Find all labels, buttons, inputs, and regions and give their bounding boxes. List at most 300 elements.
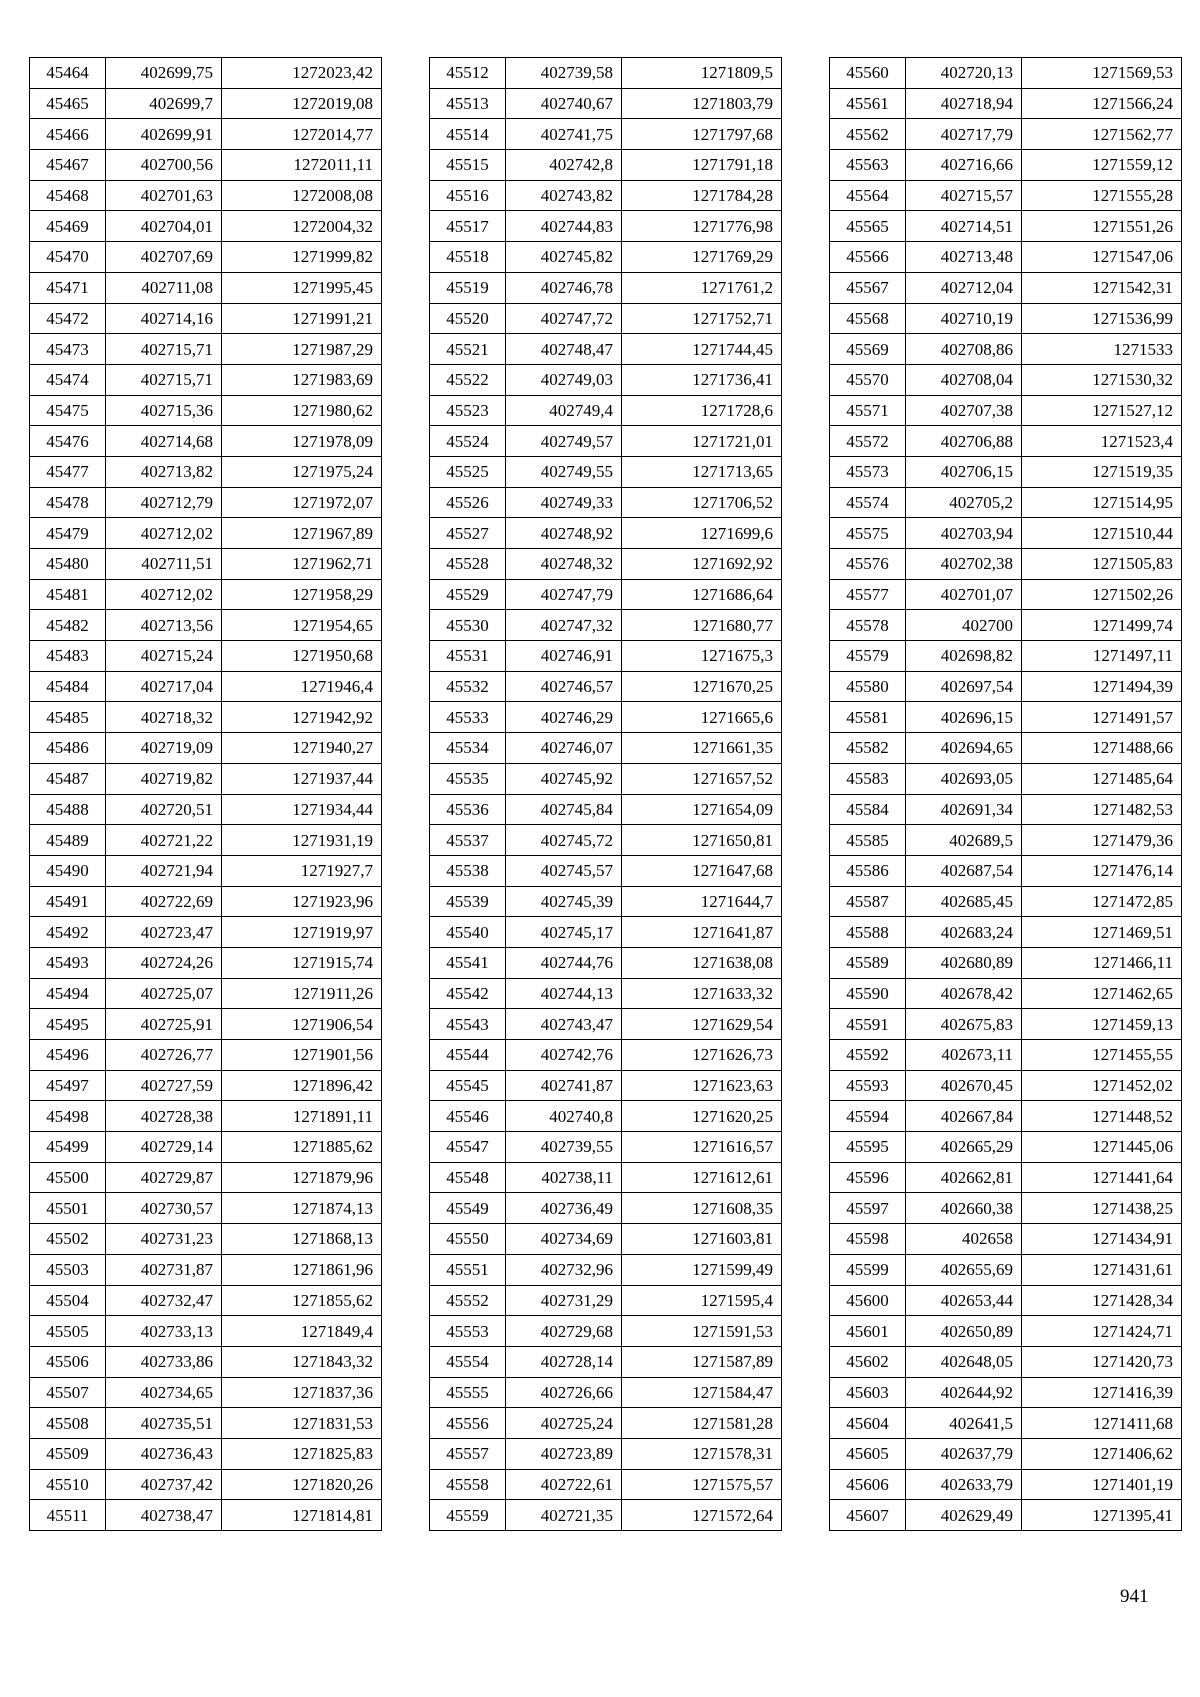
table-row <box>30 1285 382 1316</box>
x-coordinate-cell: 402733,86 <box>106 1346 222 1377</box>
y-coordinate-cell: 1271940,27 <box>222 733 382 764</box>
x-coordinate-cell: 402731,87 <box>106 1254 222 1285</box>
y-coordinate-cell: 1271931,19 <box>222 825 382 856</box>
point-id-cell: 45575 <box>830 518 906 549</box>
x-coordinate-cell: 402655,69 <box>906 1254 1022 1285</box>
y-coordinate-cell: 1271901,56 <box>222 1040 382 1071</box>
point-id-cell: 45482 <box>30 610 106 641</box>
x-coordinate-cell: 402675,83 <box>906 1009 1022 1040</box>
point-id-cell: 45532 <box>430 671 506 702</box>
table-row <box>430 1040 782 1071</box>
y-coordinate-cell: 1271527,12 <box>1022 395 1182 426</box>
x-coordinate-cell: 402745,92 <box>506 763 622 794</box>
y-coordinate-cell: 1271595,4 <box>622 1285 782 1316</box>
x-coordinate-cell: 402722,69 <box>106 886 222 917</box>
point-id-cell: 45590 <box>830 978 906 1009</box>
point-id-cell: 45535 <box>430 763 506 794</box>
table-row <box>30 303 382 334</box>
x-coordinate-cell: 402633,79 <box>906 1469 1022 1500</box>
x-coordinate-cell: 402738,47 <box>106 1500 222 1531</box>
point-id-cell: 45565 <box>830 211 906 242</box>
table-row <box>430 180 782 211</box>
point-id-cell: 45538 <box>430 855 506 886</box>
table-row <box>430 1101 782 1132</box>
y-coordinate-cell: 1271906,54 <box>222 1009 382 1040</box>
y-coordinate-cell: 1271401,19 <box>1022 1469 1182 1500</box>
y-coordinate-cell: 1271584,47 <box>622 1377 782 1408</box>
x-coordinate-cell: 402691,34 <box>906 794 1022 825</box>
point-id-cell: 45507 <box>30 1377 106 1408</box>
point-id-cell: 45546 <box>430 1101 506 1132</box>
point-id-cell: 45562 <box>830 119 906 150</box>
table-row <box>830 88 1182 119</box>
x-coordinate-cell: 402701,07 <box>906 579 1022 610</box>
point-id-cell: 45547 <box>430 1132 506 1163</box>
point-id-cell: 45518 <box>430 242 506 273</box>
point-id-cell: 45500 <box>30 1162 106 1193</box>
table-row <box>30 364 382 395</box>
table-row <box>30 1132 382 1163</box>
y-coordinate-cell: 1271591,53 <box>622 1316 782 1347</box>
x-coordinate-cell: 402714,51 <box>906 211 1022 242</box>
x-coordinate-cell: 402744,13 <box>506 978 622 1009</box>
table-row <box>30 211 382 242</box>
x-coordinate-cell: 402736,49 <box>506 1193 622 1224</box>
point-id-cell: 45528 <box>430 549 506 580</box>
y-coordinate-cell: 1271510,44 <box>1022 518 1182 549</box>
table-row <box>430 88 782 119</box>
table-row <box>830 395 1182 426</box>
table-row <box>30 334 382 365</box>
table-row <box>430 426 782 457</box>
point-id-cell: 45519 <box>430 272 506 303</box>
point-id-cell: 45568 <box>830 303 906 334</box>
point-id-cell: 45489 <box>30 825 106 856</box>
x-coordinate-cell: 402680,89 <box>906 947 1022 978</box>
x-coordinate-cell: 402637,79 <box>906 1438 1022 1469</box>
x-coordinate-cell: 402746,91 <box>506 641 622 672</box>
y-coordinate-cell: 1271502,26 <box>1022 579 1182 610</box>
point-id-cell: 45472 <box>30 303 106 334</box>
y-coordinate-cell: 1271599,49 <box>622 1254 782 1285</box>
y-coordinate-cell: 1271633,32 <box>622 978 782 1009</box>
x-coordinate-cell: 402749,4 <box>506 395 622 426</box>
y-coordinate-cell: 1271431,61 <box>1022 1254 1182 1285</box>
table-row <box>30 947 382 978</box>
table-row <box>830 702 1182 733</box>
y-coordinate-cell: 1271551,26 <box>1022 211 1182 242</box>
table-row <box>830 733 1182 764</box>
table-row <box>430 1070 782 1101</box>
table-row <box>30 794 382 825</box>
y-coordinate-cell: 1271608,35 <box>622 1193 782 1224</box>
y-coordinate-cell: 1271452,02 <box>1022 1070 1182 1101</box>
y-coordinate-cell: 1271962,71 <box>222 549 382 580</box>
point-id-cell: 45569 <box>830 334 906 365</box>
point-id-cell: 45477 <box>30 456 106 487</box>
point-id-cell: 45589 <box>830 947 906 978</box>
x-coordinate-cell: 402748,92 <box>506 518 622 549</box>
x-coordinate-cell: 402718,32 <box>106 702 222 733</box>
x-coordinate-cell: 402741,75 <box>506 119 622 150</box>
x-coordinate-cell: 402670,45 <box>906 1070 1022 1101</box>
x-coordinate-cell: 402721,22 <box>106 825 222 856</box>
x-coordinate-cell: 402714,16 <box>106 303 222 334</box>
x-coordinate-cell: 402745,17 <box>506 917 622 948</box>
y-coordinate-cell: 1271575,57 <box>622 1469 782 1500</box>
y-coordinate-cell: 1271868,13 <box>222 1224 382 1255</box>
y-coordinate-cell: 1271469,51 <box>1022 917 1182 948</box>
x-coordinate-cell: 402732,47 <box>106 1285 222 1316</box>
y-coordinate-cell: 1271434,91 <box>1022 1224 1182 1255</box>
table-row <box>30 978 382 1009</box>
x-coordinate-cell: 402696,15 <box>906 702 1022 733</box>
y-coordinate-cell: 1271542,31 <box>1022 272 1182 303</box>
x-coordinate-cell: 402747,72 <box>506 303 622 334</box>
point-id-cell: 45596 <box>830 1162 906 1193</box>
y-coordinate-cell: 1271896,42 <box>222 1070 382 1101</box>
table-row <box>30 733 382 764</box>
table-row <box>830 1224 1182 1255</box>
x-coordinate-cell: 402683,24 <box>906 917 1022 948</box>
y-coordinate-cell: 1271488,66 <box>1022 733 1182 764</box>
x-coordinate-cell: 402706,88 <box>906 426 1022 457</box>
x-coordinate-cell: 402743,47 <box>506 1009 622 1040</box>
point-id-cell: 45539 <box>430 886 506 917</box>
x-coordinate-cell: 402715,24 <box>106 641 222 672</box>
y-coordinate-cell: 1271927,7 <box>222 855 382 886</box>
y-coordinate-cell: 1271692,92 <box>622 549 782 580</box>
table-row <box>430 1346 782 1377</box>
table-row <box>830 1193 1182 1224</box>
x-coordinate-cell: 402720,51 <box>106 794 222 825</box>
y-coordinate-cell: 1271555,28 <box>1022 180 1182 211</box>
point-id-cell: 45556 <box>430 1408 506 1439</box>
x-coordinate-cell: 402727,59 <box>106 1070 222 1101</box>
point-id-cell: 45588 <box>830 917 906 948</box>
table-row <box>830 364 1182 395</box>
y-coordinate-cell: 1271954,65 <box>222 610 382 641</box>
x-coordinate-cell: 402687,54 <box>906 855 1022 886</box>
table-row <box>430 702 782 733</box>
y-coordinate-cell: 1271638,08 <box>622 947 782 978</box>
x-coordinate-cell: 402737,42 <box>106 1469 222 1500</box>
y-coordinate-cell: 1271891,11 <box>222 1101 382 1132</box>
table-row <box>30 119 382 150</box>
y-coordinate-cell: 1271978,09 <box>222 426 382 457</box>
table-row <box>830 1009 1182 1040</box>
y-coordinate-cell: 1271572,64 <box>622 1500 782 1531</box>
x-coordinate-cell: 402740,8 <box>506 1101 622 1132</box>
table-row <box>430 825 782 856</box>
table-row <box>830 334 1182 365</box>
point-id-cell: 45586 <box>830 855 906 886</box>
point-id-cell: 45534 <box>430 733 506 764</box>
y-coordinate-cell: 1271455,55 <box>1022 1040 1182 1071</box>
y-coordinate-cell: 1271983,69 <box>222 364 382 395</box>
y-coordinate-cell: 1271972,07 <box>222 487 382 518</box>
y-coordinate-cell: 1272004,32 <box>222 211 382 242</box>
table-row <box>430 1254 782 1285</box>
table-row <box>30 395 382 426</box>
point-id-cell: 45576 <box>830 549 906 580</box>
x-coordinate-cell: 402641,5 <box>906 1408 1022 1439</box>
point-id-cell: 45572 <box>830 426 906 457</box>
table-row <box>430 641 782 672</box>
y-coordinate-cell: 1271958,29 <box>222 579 382 610</box>
table-row <box>430 395 782 426</box>
y-coordinate-cell: 1271485,64 <box>1022 763 1182 794</box>
x-coordinate-cell: 402711,51 <box>106 549 222 580</box>
y-coordinate-cell: 1271814,81 <box>222 1500 382 1531</box>
y-coordinate-cell: 1271995,45 <box>222 272 382 303</box>
y-coordinate-cell: 1271530,32 <box>1022 364 1182 395</box>
point-id-cell: 45501 <box>30 1193 106 1224</box>
table-row <box>830 1254 1182 1285</box>
x-coordinate-cell: 402717,04 <box>106 671 222 702</box>
x-coordinate-cell: 402673,11 <box>906 1040 1022 1071</box>
y-coordinate-cell: 1271641,87 <box>622 917 782 948</box>
table-row <box>30 825 382 856</box>
x-coordinate-cell: 402728,38 <box>106 1101 222 1132</box>
y-coordinate-cell: 1271776,98 <box>622 211 782 242</box>
y-coordinate-cell: 1271603,81 <box>622 1224 782 1255</box>
point-id-cell: 45603 <box>830 1377 906 1408</box>
point-id-cell: 45583 <box>830 763 906 794</box>
y-coordinate-cell: 1271686,64 <box>622 579 782 610</box>
table-row <box>30 1162 382 1193</box>
table-row <box>430 487 782 518</box>
table-row <box>430 58 782 89</box>
point-id-cell: 45553 <box>430 1316 506 1347</box>
point-id-cell: 45602 <box>830 1346 906 1377</box>
x-coordinate-cell: 402689,5 <box>906 825 1022 856</box>
point-id-cell: 45598 <box>830 1224 906 1255</box>
x-coordinate-cell: 402728,14 <box>506 1346 622 1377</box>
y-coordinate-cell: 1271797,68 <box>622 119 782 150</box>
table-row <box>30 641 382 672</box>
table-row <box>830 549 1182 580</box>
table-row <box>830 426 1182 457</box>
x-coordinate-cell: 402729,87 <box>106 1162 222 1193</box>
x-coordinate-cell: 402730,57 <box>106 1193 222 1224</box>
x-coordinate-cell: 402738,11 <box>506 1162 622 1193</box>
y-coordinate-cell: 1271980,62 <box>222 395 382 426</box>
x-coordinate-cell: 402742,76 <box>506 1040 622 1071</box>
table-row <box>430 1193 782 1224</box>
x-coordinate-cell: 402741,87 <box>506 1070 622 1101</box>
point-id-cell: 45549 <box>430 1193 506 1224</box>
y-coordinate-cell: 1271472,85 <box>1022 886 1182 917</box>
table-row <box>830 119 1182 150</box>
x-coordinate-cell: 402719,82 <box>106 763 222 794</box>
table-row <box>30 150 382 181</box>
table-row <box>430 733 782 764</box>
point-id-cell: 45579 <box>830 641 906 672</box>
x-coordinate-cell: 402744,76 <box>506 947 622 978</box>
x-coordinate-cell: 402700 <box>906 610 1022 641</box>
y-coordinate-cell: 1271466,11 <box>1022 947 1182 978</box>
point-id-cell: 45464 <box>30 58 106 89</box>
y-coordinate-cell: 1271744,45 <box>622 334 782 365</box>
table-row <box>830 1500 1182 1531</box>
point-id-cell: 45508 <box>30 1408 106 1439</box>
x-coordinate-cell: 402734,69 <box>506 1224 622 1255</box>
point-id-cell: 45498 <box>30 1101 106 1132</box>
y-coordinate-cell: 1271837,36 <box>222 1377 382 1408</box>
x-coordinate-cell: 402746,78 <box>506 272 622 303</box>
point-id-cell: 45494 <box>30 978 106 1009</box>
x-coordinate-cell: 402707,38 <box>906 395 1022 426</box>
point-id-cell: 45465 <box>30 88 106 119</box>
y-coordinate-cell: 1271670,25 <box>622 671 782 702</box>
point-id-cell: 45605 <box>830 1438 906 1469</box>
point-id-cell: 45493 <box>30 947 106 978</box>
table-row <box>30 886 382 917</box>
y-coordinate-cell: 1271505,83 <box>1022 549 1182 580</box>
point-id-cell: 45523 <box>430 395 506 426</box>
y-coordinate-cell: 1271706,52 <box>622 487 782 518</box>
y-coordinate-cell: 1271699,6 <box>622 518 782 549</box>
x-coordinate-cell: 402725,24 <box>506 1408 622 1439</box>
x-coordinate-cell: 402698,82 <box>906 641 1022 672</box>
point-id-cell: 45491 <box>30 886 106 917</box>
y-coordinate-cell: 1271420,73 <box>1022 1346 1182 1377</box>
table-row <box>430 549 782 580</box>
y-coordinate-cell: 1271942,92 <box>222 702 382 733</box>
table-row <box>830 1469 1182 1500</box>
table-row <box>830 825 1182 856</box>
point-id-cell: 45485 <box>30 702 106 733</box>
y-coordinate-cell: 1271620,25 <box>622 1101 782 1132</box>
x-coordinate-cell: 402660,38 <box>906 1193 1022 1224</box>
x-coordinate-cell: 402749,33 <box>506 487 622 518</box>
x-coordinate-cell: 402720,13 <box>906 58 1022 89</box>
table-row <box>430 978 782 1009</box>
point-id-cell: 45502 <box>30 1224 106 1255</box>
table-row <box>30 1346 382 1377</box>
point-id-cell: 45515 <box>430 150 506 181</box>
point-id-cell: 45587 <box>830 886 906 917</box>
table-row <box>30 1040 382 1071</box>
x-coordinate-cell: 402704,01 <box>106 211 222 242</box>
y-coordinate-cell: 1271657,52 <box>622 763 782 794</box>
table-row <box>430 886 782 917</box>
point-id-cell: 45488 <box>30 794 106 825</box>
x-coordinate-cell: 402703,94 <box>906 518 1022 549</box>
table-row <box>430 1408 782 1439</box>
table-row <box>30 180 382 211</box>
table-row <box>830 855 1182 886</box>
point-id-cell: 45529 <box>430 579 506 610</box>
point-id-cell: 45597 <box>830 1193 906 1224</box>
y-coordinate-cell: 1271849,4 <box>222 1316 382 1347</box>
y-coordinate-cell: 1271416,39 <box>1022 1377 1182 1408</box>
point-id-cell: 45510 <box>30 1469 106 1500</box>
table-row <box>30 1070 382 1101</box>
point-id-cell: 45571 <box>830 395 906 426</box>
y-coordinate-cell: 1271728,6 <box>622 395 782 426</box>
point-id-cell: 45514 <box>430 119 506 150</box>
table-row <box>430 518 782 549</box>
point-id-cell: 45475 <box>30 395 106 426</box>
point-id-cell: 45577 <box>830 579 906 610</box>
y-coordinate-cell: 1271395,41 <box>1022 1500 1182 1531</box>
table-row <box>430 272 782 303</box>
y-coordinate-cell: 1271911,26 <box>222 978 382 1009</box>
y-coordinate-cell: 1271547,06 <box>1022 242 1182 273</box>
x-coordinate-cell: 402713,56 <box>106 610 222 641</box>
x-coordinate-cell: 402745,57 <box>506 855 622 886</box>
table-row <box>430 242 782 273</box>
x-coordinate-cell: 402712,04 <box>906 272 1022 303</box>
y-coordinate-cell: 1271661,35 <box>622 733 782 764</box>
point-id-cell: 45537 <box>430 825 506 856</box>
point-id-cell: 45564 <box>830 180 906 211</box>
y-coordinate-cell: 1271647,68 <box>622 855 782 886</box>
x-coordinate-cell: 402736,43 <box>106 1438 222 1469</box>
y-coordinate-cell: 1271967,89 <box>222 518 382 549</box>
x-coordinate-cell: 402729,14 <box>106 1132 222 1163</box>
point-id-cell: 45542 <box>430 978 506 1009</box>
y-coordinate-cell: 1271629,54 <box>622 1009 782 1040</box>
x-coordinate-cell: 402706,15 <box>906 456 1022 487</box>
point-id-cell: 45509 <box>30 1438 106 1469</box>
x-coordinate-cell: 402731,29 <box>506 1285 622 1316</box>
x-coordinate-cell: 402699,91 <box>106 119 222 150</box>
table-row <box>430 119 782 150</box>
y-coordinate-cell: 1271803,79 <box>622 88 782 119</box>
point-id-cell: 45531 <box>430 641 506 672</box>
table-row <box>830 1132 1182 1163</box>
x-coordinate-cell: 402702,38 <box>906 549 1022 580</box>
table-row <box>830 947 1182 978</box>
y-coordinate-cell: 1271937,44 <box>222 763 382 794</box>
y-coordinate-cell: 1271626,73 <box>622 1040 782 1071</box>
y-coordinate-cell: 1271523,4 <box>1022 426 1182 457</box>
point-id-cell: 45497 <box>30 1070 106 1101</box>
table-row <box>30 58 382 89</box>
x-coordinate-cell: 402713,48 <box>906 242 1022 273</box>
point-id-cell: 45550 <box>430 1224 506 1255</box>
table-row <box>430 1162 782 1193</box>
point-id-cell: 45582 <box>830 733 906 764</box>
point-id-cell: 45483 <box>30 641 106 672</box>
point-id-cell: 45548 <box>430 1162 506 1193</box>
x-coordinate-cell: 402742,8 <box>506 150 622 181</box>
table-row <box>30 549 382 580</box>
coordinate-table-3 <box>829 57 1182 1531</box>
table-row <box>30 518 382 549</box>
table-row <box>830 763 1182 794</box>
x-coordinate-cell: 402650,89 <box>906 1316 1022 1347</box>
table-row <box>430 1132 782 1163</box>
y-coordinate-cell: 1271820,26 <box>222 1469 382 1500</box>
x-coordinate-cell: 402740,67 <box>506 88 622 119</box>
x-coordinate-cell: 402678,42 <box>906 978 1022 1009</box>
y-coordinate-cell: 1272011,11 <box>222 150 382 181</box>
table-row <box>830 1070 1182 1101</box>
point-id-cell: 45517 <box>430 211 506 242</box>
table-row <box>430 579 782 610</box>
x-coordinate-cell: 402747,32 <box>506 610 622 641</box>
y-coordinate-cell: 1271494,39 <box>1022 671 1182 702</box>
table-row <box>830 1040 1182 1071</box>
table-row <box>830 794 1182 825</box>
point-id-cell: 45466 <box>30 119 106 150</box>
y-coordinate-cell: 1271424,71 <box>1022 1316 1182 1347</box>
table-row <box>830 610 1182 641</box>
